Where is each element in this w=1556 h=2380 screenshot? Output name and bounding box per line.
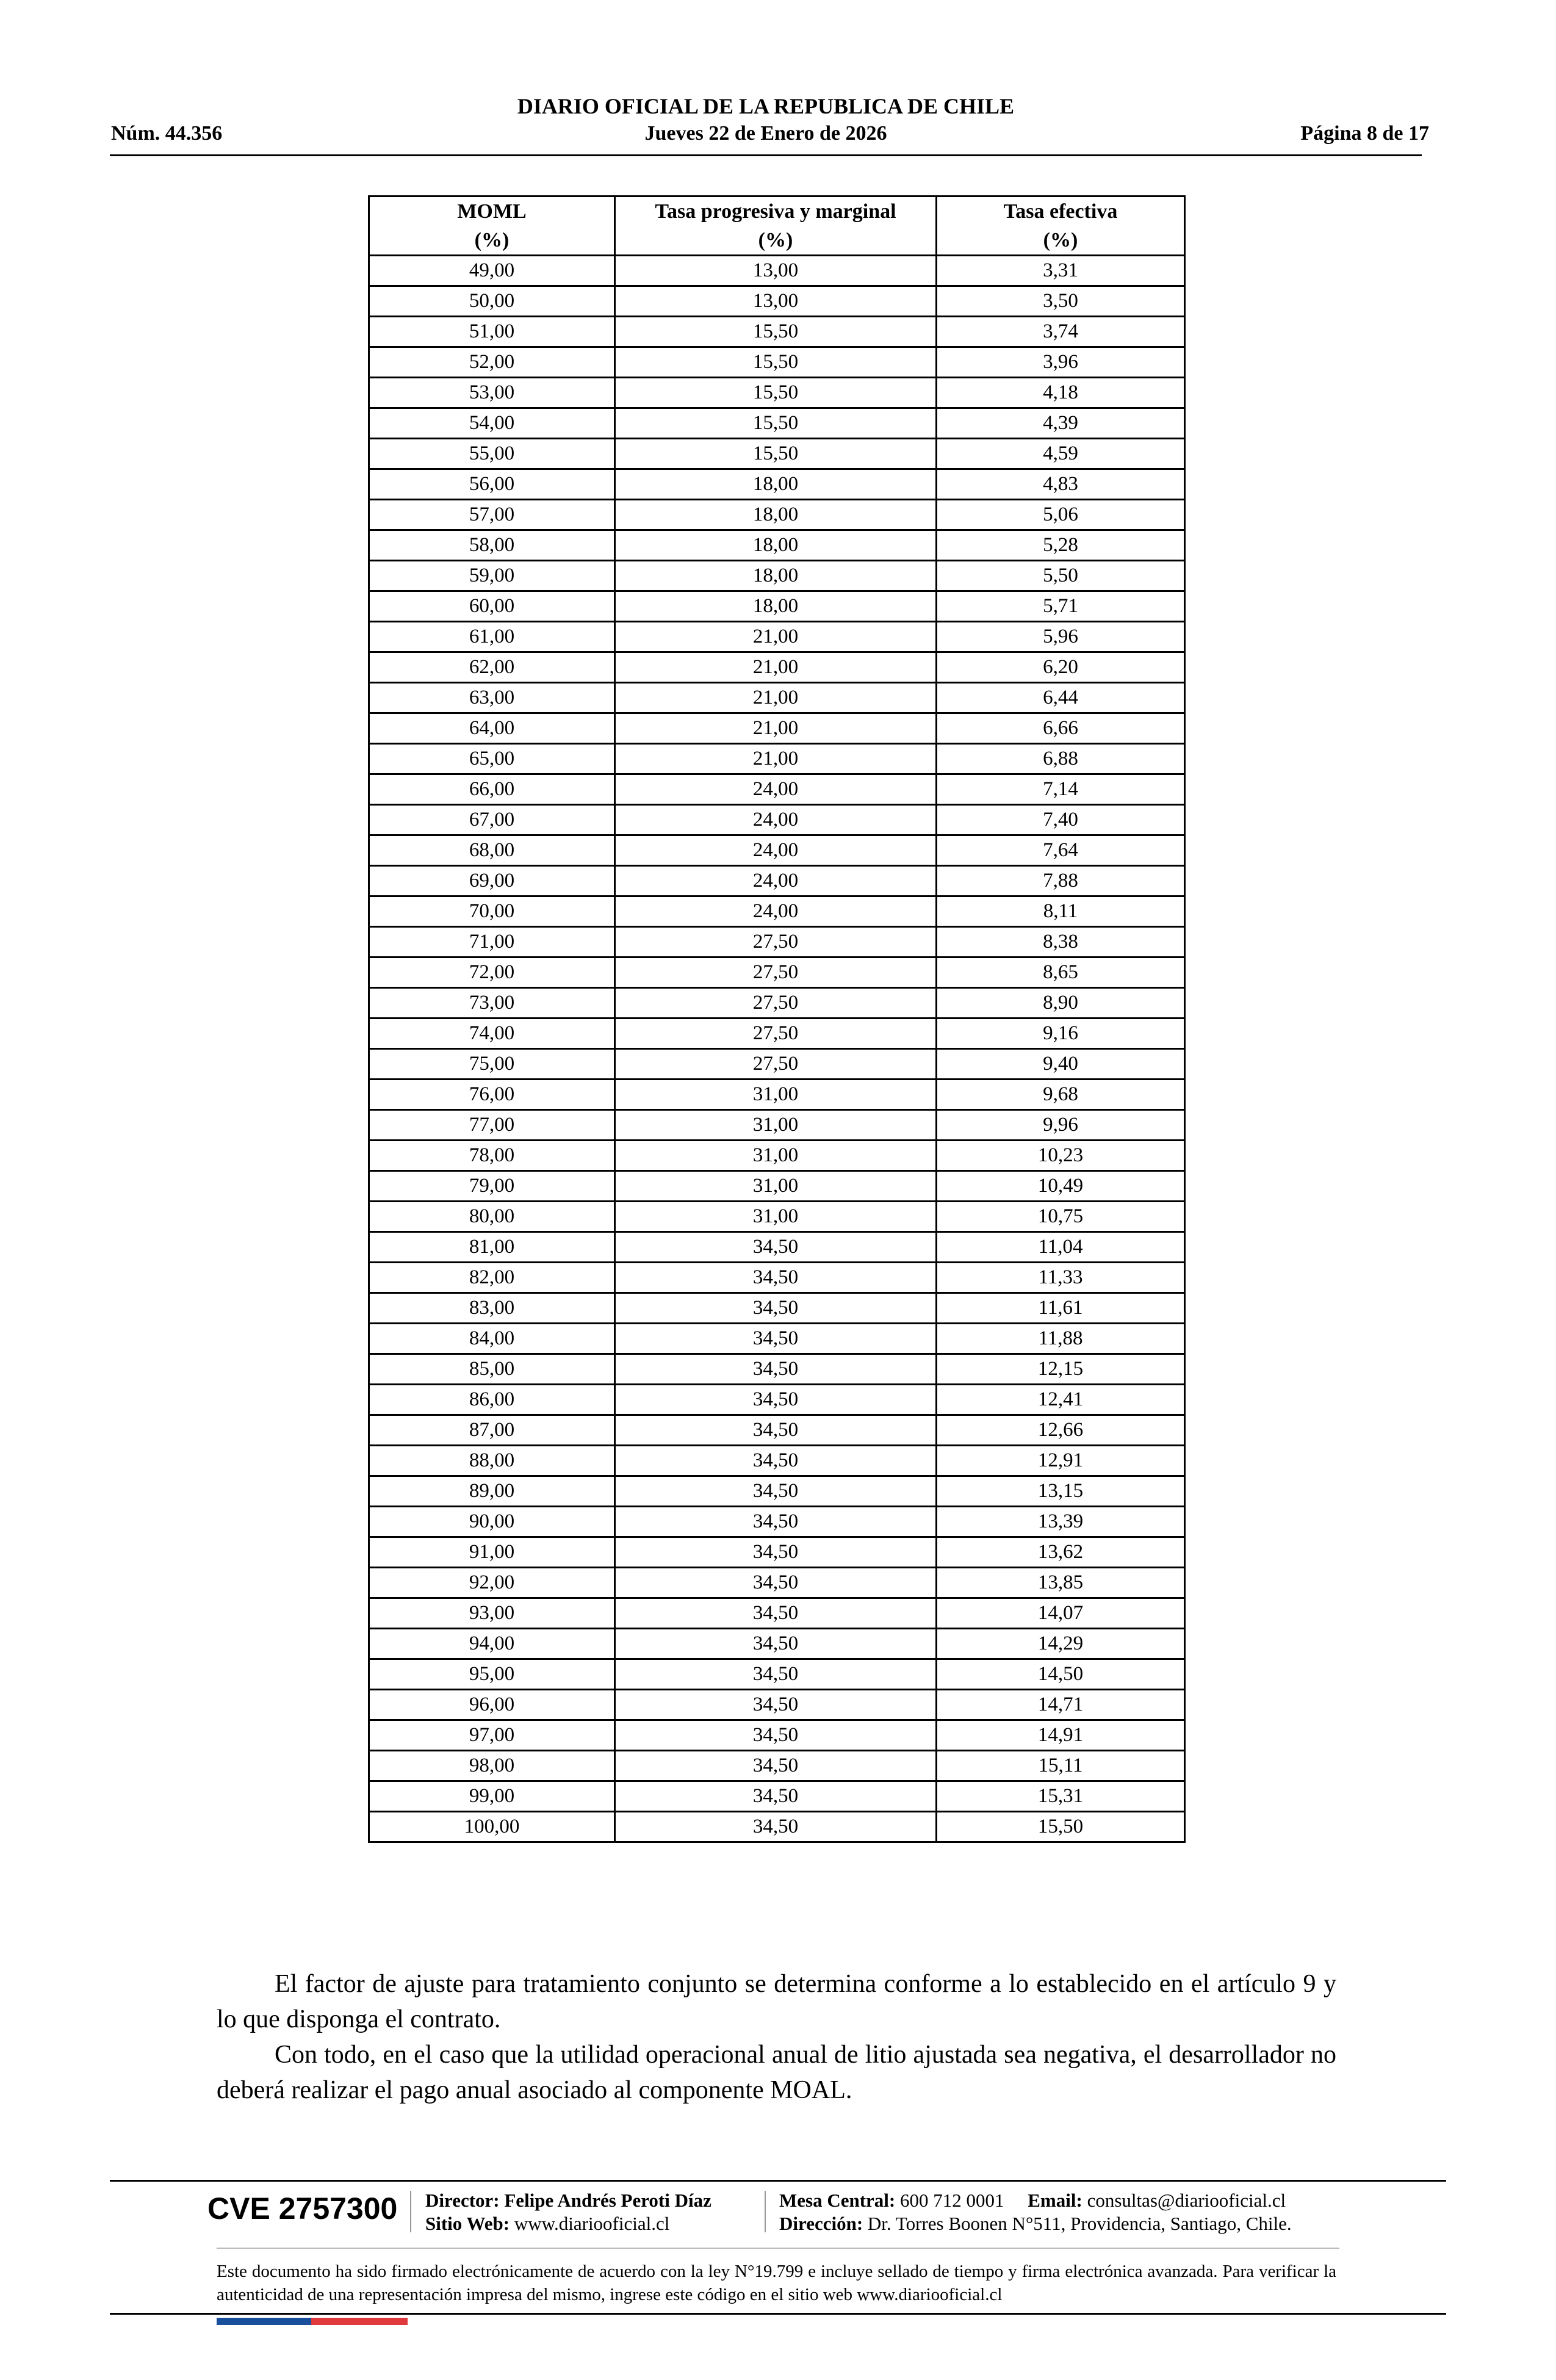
footer-bottom-rule (110, 2313, 1446, 2315)
cell-moml: 90,00 (369, 1507, 615, 1537)
cell-effective-rate: 14,29 (937, 1629, 1185, 1659)
table-row (369, 1629, 1185, 1659)
cell-moml: 55,00 (369, 439, 615, 469)
header-rule (110, 154, 1422, 156)
table-row (369, 1598, 1185, 1629)
cell-moml: 67,00 (369, 805, 615, 835)
cell-moml: 60,00 (369, 591, 615, 622)
cell-marginal-rate: 24,00 (615, 835, 937, 866)
issue-date: Jueves 22 de Enero de 2026 (644, 122, 887, 145)
cell-moml: 86,00 (369, 1385, 615, 1415)
cell-moml: 77,00 (369, 1110, 615, 1141)
table-row (369, 683, 1185, 713)
address-value: Dr. Torres Boonen N°511, Providencia, Santiago, Chile. (867, 2213, 1292, 2234)
cell-moml: 52,00 (369, 347, 615, 378)
cell-moml: 89,00 (369, 1476, 615, 1507)
cell-marginal-rate: 31,00 (615, 1202, 937, 1232)
cell-effective-rate: 9,40 (937, 1049, 1185, 1080)
cell-effective-rate: 12,41 (937, 1385, 1185, 1415)
cell-marginal-rate: 34,50 (615, 1232, 937, 1263)
table-row (369, 896, 1185, 927)
cell-moml: 83,00 (369, 1293, 615, 1324)
table-row (369, 378, 1185, 408)
table-row (369, 1720, 1185, 1751)
cell-marginal-rate: 15,50 (615, 408, 937, 439)
cell-marginal-rate: 27,50 (615, 957, 937, 988)
cell-moml: 66,00 (369, 774, 615, 805)
email-address[interactable]: consultas@diariooficial.cl (1087, 2190, 1286, 2211)
director-label: Director: (425, 2190, 500, 2211)
cell-marginal-rate: 34,50 (615, 1781, 937, 1812)
cell-moml: 76,00 (369, 1080, 615, 1110)
cell-effective-rate: 6,44 (937, 683, 1185, 713)
table-row (369, 957, 1185, 988)
cell-moml: 72,00 (369, 957, 615, 988)
cell-marginal-rate: 34,50 (615, 1629, 937, 1659)
cell-moml: 93,00 (369, 1598, 615, 1629)
column-header-label: MOML (457, 200, 527, 223)
cell-moml: 85,00 (369, 1354, 615, 1385)
cell-moml: 97,00 (369, 1720, 615, 1751)
cell-marginal-rate: 15,50 (615, 439, 937, 469)
cell-effective-rate: 5,96 (937, 622, 1185, 652)
cell-marginal-rate: 27,50 (615, 927, 937, 957)
website-link[interactable]: www.diariooficial.cl (514, 2213, 670, 2234)
table-row (369, 774, 1185, 805)
cell-moml: 58,00 (369, 530, 615, 561)
cell-moml: 88,00 (369, 1446, 615, 1476)
table-row (369, 561, 1185, 591)
cell-marginal-rate: 21,00 (615, 744, 937, 774)
cell-moml: 50,00 (369, 286, 615, 317)
cell-effective-rate: 15,11 (937, 1751, 1185, 1781)
cell-effective-rate: 4,83 (937, 469, 1185, 500)
cell-effective-rate: 7,88 (937, 866, 1185, 896)
table-row (369, 744, 1185, 774)
legal-notice: Este documento ha sido firmado electrónicamente de acuerdo con la ley N°19.799 e incluye sellado de tiempo y firma electrónica avanzada. Para verificar la autenticidad de una representación impresa del mismo, ingrese este código en el sitio web www.diariooficial.cl (217, 2262, 1336, 2304)
rates-table (368, 195, 1186, 1843)
footer-thin-rule (217, 2248, 1339, 2249)
cell-effective-rate: 14,50 (937, 1659, 1185, 1690)
cell-marginal-rate: 34,50 (615, 1385, 937, 1415)
table-row (369, 286, 1185, 317)
table-row (369, 805, 1185, 835)
paragraph-text: Con todo, en el caso que la utilidad operacional anual de litio ajustada sea negativa, el desarrollador no deberá realizar el pago anual asociado al componente MOAL. (217, 2041, 1336, 2104)
flag-stripe-red (311, 2318, 408, 2325)
cell-marginal-rate: 31,00 (615, 1171, 937, 1202)
mesa-label: Mesa Central: (779, 2190, 896, 2211)
cell-marginal-rate: 18,00 (615, 530, 937, 561)
cell-marginal-rate: 18,00 (615, 591, 937, 622)
cell-moml: 69,00 (369, 866, 615, 896)
cell-effective-rate: 10,23 (937, 1141, 1185, 1171)
table-row (369, 1324, 1185, 1354)
mesa-phone: 600 712 0001 (900, 2190, 1004, 2211)
cell-effective-rate: 5,28 (937, 530, 1185, 561)
cell-moml: 94,00 (369, 1629, 615, 1659)
table-row (369, 1019, 1185, 1049)
cell-moml: 51,00 (369, 317, 615, 347)
cell-marginal-rate: 24,00 (615, 774, 937, 805)
cell-effective-rate: 13,15 (937, 1476, 1185, 1507)
cell-marginal-rate: 13,00 (615, 286, 937, 317)
cell-moml: 73,00 (369, 988, 615, 1019)
cell-effective-rate: 8,11 (937, 896, 1185, 927)
cell-marginal-rate: 34,50 (615, 1751, 937, 1781)
footer-divider (765, 2191, 766, 2232)
cell-marginal-rate: 15,50 (615, 347, 937, 378)
cell-marginal-rate: 34,50 (615, 1293, 937, 1324)
cell-moml: 84,00 (369, 1324, 615, 1354)
paragraph-negative-profit (217, 2037, 1336, 2108)
cell-marginal-rate: 24,00 (615, 866, 937, 896)
table-row (369, 1781, 1185, 1812)
cell-moml: 57,00 (369, 500, 615, 530)
cell-moml: 100,00 (369, 1812, 615, 1842)
cell-effective-rate: 5,71 (937, 591, 1185, 622)
cell-marginal-rate: 24,00 (615, 896, 937, 927)
table-row (369, 530, 1185, 561)
cell-moml: 75,00 (369, 1049, 615, 1080)
cell-marginal-rate: 34,50 (615, 1812, 937, 1842)
cell-moml: 82,00 (369, 1263, 615, 1293)
table-row (369, 439, 1185, 469)
table-row (369, 1415, 1185, 1446)
paragraph-adjustment-factor (217, 1966, 1336, 2037)
cell-moml: 56,00 (369, 469, 615, 500)
cell-moml: 54,00 (369, 408, 615, 439)
cell-effective-rate: 9,68 (937, 1080, 1185, 1110)
table-row (369, 1080, 1185, 1110)
cell-effective-rate: 14,71 (937, 1690, 1185, 1720)
cell-effective-rate: 3,96 (937, 347, 1185, 378)
cell-moml: 59,00 (369, 561, 615, 591)
cell-effective-rate: 6,66 (937, 713, 1185, 744)
table-row (369, 1110, 1185, 1141)
cell-marginal-rate: 34,50 (615, 1690, 937, 1720)
cell-marginal-rate: 31,00 (615, 1080, 937, 1110)
column-header-unit: (%) (1043, 229, 1078, 251)
cell-moml: 64,00 (369, 713, 615, 744)
cell-moml: 91,00 (369, 1537, 615, 1568)
table-row (369, 835, 1185, 866)
cell-moml: 80,00 (369, 1202, 615, 1232)
table-row (369, 256, 1185, 286)
cell-effective-rate: 4,59 (937, 439, 1185, 469)
cell-moml: 49,00 (369, 256, 615, 286)
cell-effective-rate: 14,91 (937, 1720, 1185, 1751)
table-body (369, 256, 1185, 1842)
table-row (369, 1141, 1185, 1171)
director-name: Felipe Andrés Peroti Díaz (504, 2190, 711, 2211)
cell-effective-rate: 11,04 (937, 1232, 1185, 1263)
cell-effective-rate: 11,88 (937, 1324, 1185, 1354)
cell-moml: 62,00 (369, 652, 615, 683)
table-header-row (369, 197, 1185, 256)
table-row (369, 1202, 1185, 1232)
cell-marginal-rate: 34,50 (615, 1720, 937, 1751)
cell-effective-rate: 12,15 (937, 1354, 1185, 1385)
cell-marginal-rate: 21,00 (615, 622, 937, 652)
table-row (369, 500, 1185, 530)
cell-effective-rate: 14,07 (937, 1598, 1185, 1629)
table-row (369, 988, 1185, 1019)
cell-effective-rate: 4,39 (937, 408, 1185, 439)
cell-effective-rate: 4,18 (937, 378, 1185, 408)
cell-moml: 79,00 (369, 1171, 615, 1202)
column-header-label: Tasa efectiva (1003, 200, 1118, 223)
cell-marginal-rate: 34,50 (615, 1446, 937, 1476)
cell-marginal-rate: 34,50 (615, 1263, 937, 1293)
cell-moml: 70,00 (369, 896, 615, 927)
cell-moml: 53,00 (369, 378, 615, 408)
cell-moml: 71,00 (369, 927, 615, 957)
table-row (369, 469, 1185, 500)
cell-marginal-rate: 24,00 (615, 805, 937, 835)
cell-moml: 98,00 (369, 1751, 615, 1781)
cell-marginal-rate: 13,00 (615, 256, 937, 286)
cell-effective-rate: 3,74 (937, 317, 1185, 347)
table-row (369, 622, 1185, 652)
table-row (369, 1354, 1185, 1385)
cell-moml: 95,00 (369, 1659, 615, 1690)
footer-director (425, 2189, 711, 2235)
footer-contact (779, 2189, 1292, 2235)
cell-marginal-rate: 27,50 (615, 1019, 937, 1049)
cell-marginal-rate: 34,50 (615, 1537, 937, 1568)
cell-marginal-rate: 34,50 (615, 1568, 937, 1598)
address-label: Dirección: (779, 2213, 863, 2234)
table-row (369, 1568, 1185, 1598)
cell-moml: 78,00 (369, 1141, 615, 1171)
table-row (369, 1293, 1185, 1324)
table-row (369, 1507, 1185, 1537)
cell-marginal-rate: 21,00 (615, 652, 937, 683)
column-header-marginal-rate (615, 197, 937, 256)
cell-effective-rate: 11,33 (937, 1263, 1185, 1293)
cell-marginal-rate: 21,00 (615, 713, 937, 744)
column-header-moml (369, 197, 615, 256)
issue-number: Núm. 44.356 (111, 122, 223, 145)
table-row (369, 1049, 1185, 1080)
cell-effective-rate: 9,96 (937, 1110, 1185, 1141)
cell-moml: 99,00 (369, 1781, 615, 1812)
cell-marginal-rate: 31,00 (615, 1141, 937, 1171)
cell-effective-rate: 13,39 (937, 1507, 1185, 1537)
cell-moml: 65,00 (369, 744, 615, 774)
cell-effective-rate: 13,62 (937, 1537, 1185, 1568)
cell-moml: 81,00 (369, 1232, 615, 1263)
cell-moml: 61,00 (369, 622, 615, 652)
table-row (369, 408, 1185, 439)
cell-marginal-rate: 34,50 (615, 1476, 937, 1507)
cell-effective-rate: 3,50 (937, 286, 1185, 317)
cell-marginal-rate: 18,00 (615, 469, 937, 500)
table-row (369, 1263, 1185, 1293)
table-row (369, 347, 1185, 378)
cell-effective-rate: 15,31 (937, 1781, 1185, 1812)
cve-code: CVE 2757300 (207, 2191, 398, 2226)
cell-moml: 87,00 (369, 1415, 615, 1446)
cell-marginal-rate: 34,50 (615, 1415, 937, 1446)
cell-moml: 63,00 (369, 683, 615, 713)
cell-effective-rate: 7,40 (937, 805, 1185, 835)
table-row (369, 927, 1185, 957)
cell-effective-rate: 11,61 (937, 1293, 1185, 1324)
cell-effective-rate: 7,64 (937, 835, 1185, 866)
cell-marginal-rate: 31,00 (615, 1110, 937, 1141)
cell-effective-rate: 7,14 (937, 774, 1185, 805)
footer-divider (410, 2191, 411, 2232)
table-row (369, 1171, 1185, 1202)
cell-marginal-rate: 34,50 (615, 1507, 937, 1537)
column-header-effective-rate (937, 197, 1185, 256)
cell-effective-rate: 5,50 (937, 561, 1185, 591)
table-row (369, 317, 1185, 347)
newspaper-title: DIARIO OFICIAL DE LA REPUBLICA DE CHILE (517, 94, 1015, 118)
cell-marginal-rate: 21,00 (615, 683, 937, 713)
table-row (369, 1232, 1185, 1263)
page-number: Página 8 de 17 (1300, 122, 1429, 145)
table-row (369, 591, 1185, 622)
cell-effective-rate: 5,06 (937, 500, 1185, 530)
table-row (369, 1690, 1185, 1720)
paragraph-text: El factor de ajuste para tratamiento conjunto se determina conforme a lo establecido en el artículo 9 y lo que disponga el contrato. (217, 1970, 1336, 2033)
cell-effective-rate: 13,85 (937, 1568, 1185, 1598)
cell-effective-rate: 8,90 (937, 988, 1185, 1019)
column-header-unit: (%) (474, 229, 510, 251)
table-row (369, 1537, 1185, 1568)
table-row (369, 1751, 1185, 1781)
cell-effective-rate: 15,50 (937, 1812, 1185, 1842)
cell-effective-rate: 8,38 (937, 927, 1185, 957)
footer-top-rule (110, 2180, 1446, 2182)
cell-effective-rate: 3,31 (937, 256, 1185, 286)
table-row (369, 1812, 1185, 1842)
cell-effective-rate: 10,75 (937, 1202, 1185, 1232)
table-row (369, 1476, 1185, 1507)
cell-marginal-rate: 18,00 (615, 561, 937, 591)
cell-marginal-rate: 27,50 (615, 988, 937, 1019)
cell-effective-rate: 12,66 (937, 1415, 1185, 1446)
cell-effective-rate: 6,88 (937, 744, 1185, 774)
cell-marginal-rate: 15,50 (615, 378, 937, 408)
cell-marginal-rate: 18,00 (615, 500, 937, 530)
cell-marginal-rate: 34,50 (615, 1659, 937, 1690)
cell-marginal-rate: 15,50 (615, 317, 937, 347)
cell-moml: 92,00 (369, 1568, 615, 1598)
table-row (369, 1659, 1185, 1690)
cell-marginal-rate: 34,50 (615, 1598, 937, 1629)
website-label: Sitio Web: (425, 2213, 510, 2234)
cell-marginal-rate: 27,50 (615, 1049, 937, 1080)
cell-marginal-rate: 34,50 (615, 1354, 937, 1385)
flag-stripe-blue (217, 2318, 311, 2325)
cell-effective-rate: 9,16 (937, 1019, 1185, 1049)
cell-effective-rate: 8,65 (937, 957, 1185, 988)
cell-moml: 96,00 (369, 1690, 615, 1720)
cell-effective-rate: 12,91 (937, 1446, 1185, 1476)
column-header-unit: (%) (758, 229, 793, 251)
table-row (369, 1385, 1185, 1415)
table-row (369, 866, 1185, 896)
cell-moml: 74,00 (369, 1019, 615, 1049)
email-label: Email: (1028, 2190, 1082, 2211)
table-row (369, 713, 1185, 744)
cell-moml: 68,00 (369, 835, 615, 866)
cell-marginal-rate: 34,50 (615, 1324, 937, 1354)
table-row (369, 652, 1185, 683)
table-row (369, 1446, 1185, 1476)
column-header-label: Tasa progresiva y marginal (655, 200, 896, 223)
cell-effective-rate: 6,20 (937, 652, 1185, 683)
cell-effective-rate: 10,49 (937, 1171, 1185, 1202)
